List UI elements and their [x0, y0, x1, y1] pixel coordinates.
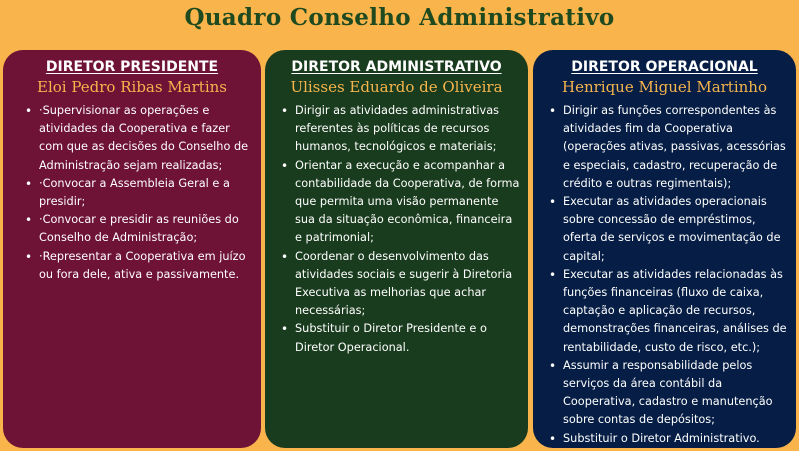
page-title: Quadro Conselho Administrativo: [184, 4, 615, 31]
card-diretor-administrativo: [265, 50, 528, 448]
duty-item: • Executar as atividades relacionadas às funções financeiras (fluxo de caixa, captação e aplicação de recursos, demonstrações financeiras, análises de rentabilidade, custo de risco, etc.);: [541, 266, 788, 357]
duty-item: • ·Supervisionar as operações e atividades da Cooperativa e fazer com que as decisões do Conselho de Administração sejam realizadas;: [11, 102, 253, 175]
duties-list: [273, 102, 520, 357]
duties-list: [11, 102, 253, 284]
card-diretor-operacional: [533, 50, 796, 448]
duty-item: • Substituir o Diretor Presidente e o Diretor Operacional.: [273, 320, 520, 356]
duties-list: [541, 102, 788, 448]
person-name: Eloi Pedro Ribas Martins: [37, 78, 227, 96]
role-title: DIRETOR ADMINISTRATIVO: [291, 59, 502, 75]
duty-item: • Dirigir as atividades administrativas referentes às políticas de recursos humanos, tecnológicos e materiais;: [273, 102, 520, 157]
duty-item: • Orientar a execução e acompanhar a contabilidade da Cooperativa, de forma que permita uma visão permanente sua da situação econômica, financeira e patrimonial;: [273, 157, 520, 248]
role-title: DIRETOR PRESIDENTE: [45, 59, 219, 75]
role-title: DIRETOR OPERACIONAL: [571, 59, 758, 75]
card-diretor-presidente: [3, 50, 261, 448]
person-name: Henrique Miguel Martinho: [561, 78, 767, 96]
duty-item: • ·Representar a Cooperativa em juízo ou fora dele, ativa e passivamente.: [11, 248, 253, 284]
duty-item: • Coordenar o desenvolvimento das atividades sociais e sugerir à Diretoria Executiva as melhorias que achar necessárias;: [273, 248, 520, 321]
duty-item: • ·Convocar a Assembleia Geral e a presidir;: [11, 175, 253, 211]
duty-item: • Executar as atividades operacionais sobre concessão de empréstimos, oferta de serviços e movimentação de capital;: [541, 193, 788, 266]
duty-item: • Assumir a responsabilidade pelos serviços da área contábil da Cooperativa, cadastro e manutenção sobre contas de depósitos;: [541, 357, 788, 430]
duty-item: • Substituir o Diretor Administrativo.: [541, 430, 788, 448]
duty-item: • ·Convocar e presidir as reuniões do Conselho de Administração;: [11, 211, 253, 247]
duty-item: • Dirigir as funções correspondentes às atividades fim da Cooperativa (operações ativas, passivas, acessórias e especiais, cadastro, recuperação de crédito e outras regimentais);: [541, 102, 788, 193]
person-name: Ulisses Eduardo de Oliveira: [290, 78, 503, 96]
